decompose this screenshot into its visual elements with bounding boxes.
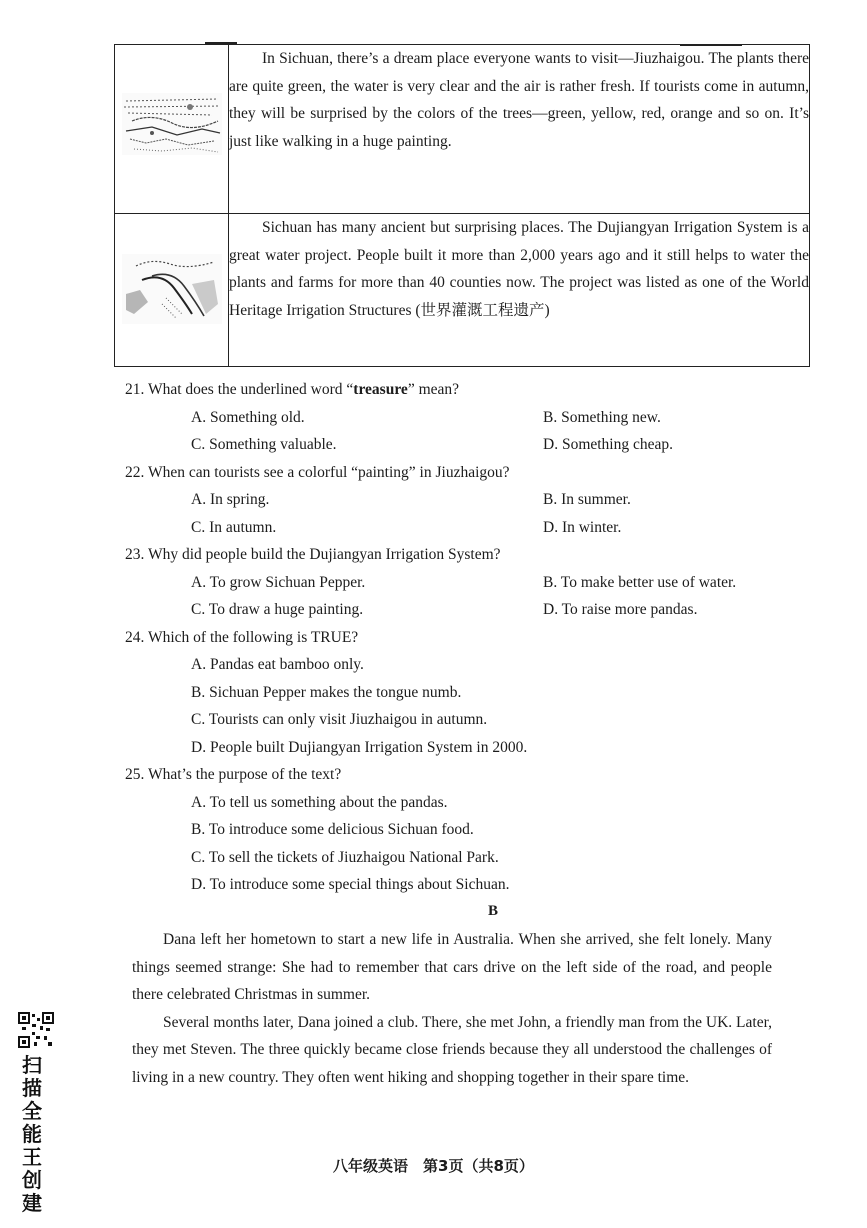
question-24-option-row bbox=[125, 706, 825, 734]
option: C. To draw a huge painting. bbox=[191, 601, 364, 618]
question-24-stem: 24. Which of the following is TRUE? bbox=[125, 628, 359, 646]
option: B. To introduce some delicious Sichuan food. bbox=[191, 821, 474, 838]
section-heading: B bbox=[488, 903, 499, 919]
option: B. Sichuan Pepper makes the tongue numb. bbox=[191, 683, 462, 701]
question-23-stem: 23. Why did people build the Dujiangyan Irrigation System? bbox=[125, 546, 501, 563]
question-22-options-row bbox=[125, 514, 825, 542]
option: C. Tourists can only visit Jiuzhaigou in autumn. bbox=[191, 711, 488, 728]
question-23-options-row bbox=[125, 596, 825, 624]
option: B. Something new. bbox=[543, 408, 661, 426]
question-22-stem: 22. When can tourists see a colorful “painting” in Jiuzhaigou? bbox=[125, 463, 510, 481]
question-21-stem bbox=[125, 376, 825, 404]
underlined-word: treasure bbox=[353, 381, 408, 398]
option: A. Something old. bbox=[191, 408, 305, 426]
question-25-option-row bbox=[125, 844, 825, 872]
page-footer: 八年级英语 第3页（共8页） bbox=[333, 1157, 534, 1175]
passage-b bbox=[132, 926, 772, 1091]
jiuzhaigou-photo bbox=[122, 93, 222, 155]
option: C. Something valuable. bbox=[191, 436, 337, 453]
dujiangyan-photo bbox=[122, 254, 222, 324]
option: C. To sell the tickets of Jiuzhaigou National Park. bbox=[191, 848, 499, 866]
option: A. Pandas eat bamboo only. bbox=[191, 656, 364, 673]
question-24-option-row bbox=[125, 651, 825, 679]
scanner-watermark: 扫描全能王 创建 bbox=[22, 1053, 42, 1215]
passage-table bbox=[114, 44, 810, 367]
question-stem-part: ” mean? bbox=[407, 381, 460, 398]
option: B. In summer. bbox=[543, 491, 631, 508]
passage-b-paragraph: Several months later, Dana joined a club. There, she met John, a friendly man from the UK. Later, they met Steven. The three quickly became close friends because they all understood the challenges of living in a new country. They often went hiking and shopping together in their spare time. bbox=[132, 1013, 772, 1086]
question-22-options-row bbox=[125, 486, 825, 514]
question-list bbox=[125, 376, 825, 899]
option: A. To tell us something about the pandas. bbox=[191, 793, 448, 811]
option: A. To grow Sichuan Pepper. bbox=[191, 573, 366, 591]
option: A. In spring. bbox=[191, 491, 270, 508]
question-21-options-row bbox=[125, 404, 825, 432]
question-21-options-row bbox=[125, 431, 825, 459]
question-23-options-row bbox=[125, 569, 825, 597]
question-24-option-row bbox=[125, 734, 825, 762]
question-25-stem: 25. What’s the purpose of the text? bbox=[125, 766, 342, 783]
option: D. People built Dujiangyan Irrigation System in 2000. bbox=[191, 738, 528, 756]
question-stem-part: 21. What does the underlined word “ bbox=[125, 381, 354, 398]
option: D. Something cheap. bbox=[543, 436, 674, 453]
passage-text-cell bbox=[229, 214, 810, 367]
passage-row-jiuzhaigou bbox=[115, 45, 810, 214]
passage-image-cell bbox=[115, 214, 229, 367]
passage-text-cell bbox=[229, 45, 810, 214]
option: D. To introduce some special things about Sichuan. bbox=[191, 876, 510, 893]
passage-row-dujiangyan bbox=[115, 214, 810, 367]
passage-b-paragraph: Dana left her hometown to start a new life in Australia. When she arrived, she felt lonely. Many things seemed strange: She had to remember that cars drive on the left side of the road, and people there celebrated Christmas in summer. bbox=[132, 931, 772, 1003]
option: D. To raise more pandas. bbox=[543, 601, 698, 618]
passage-image-cell bbox=[115, 45, 229, 214]
dujiangyan-paragraph: Sichuan has many ancient but surprising places. The Dujiangyan Irrigation System is a great water project. People built it more than 2,000 years ago and it still helps to water the plants and farms for more than 40 counties now. The project was listed as one of the World Heritage Irrigation Structures (世界灌溉工程遗产) bbox=[229, 219, 809, 319]
question-25-option-row bbox=[125, 789, 825, 817]
option: B. To make better use of water. bbox=[543, 573, 737, 591]
question-24-option-row bbox=[125, 679, 825, 707]
jiuzhaigou-paragraph: In Sichuan, there’s a dream place everyone wants to visit—Jiuzhaigou. The plants there are quite green, the water is very clear and the air is rather fresh. If tourists come in autumn, they will be surprised by the colors of the trees—green, yellow, red, orange and so on. It’s just like walking in a huge painting. bbox=[229, 50, 809, 150]
option: C. In autumn. bbox=[191, 518, 277, 536]
qr-code-icon bbox=[18, 1012, 54, 1048]
question-25-option-row bbox=[125, 871, 825, 899]
question-25-option-row bbox=[125, 816, 825, 844]
option: D. In winter. bbox=[543, 518, 622, 536]
